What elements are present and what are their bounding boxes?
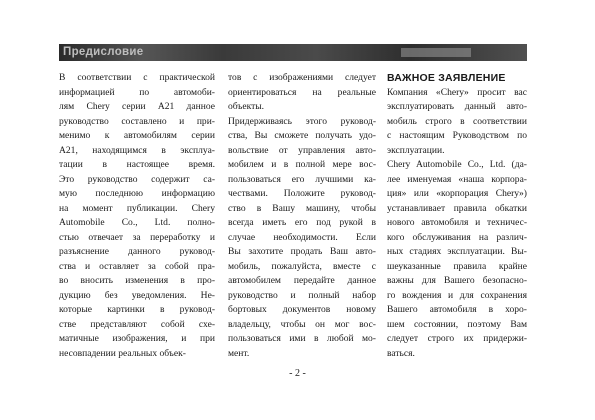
text-line: следует строго их придержи- — [387, 333, 527, 344]
notice-paragraph-2 — [387, 158, 527, 361]
text-line: мую последнюю информацию — [59, 188, 215, 199]
notice-paragraph-1 — [387, 86, 527, 159]
text-line: Придерживаясь этого руковод- — [228, 115, 376, 127]
text-line: го вождения и для сохранения — [387, 289, 527, 301]
text-line: ция» или «корпорация Chery») — [387, 188, 527, 199]
text-line: руководство составлено и при- — [59, 115, 215, 127]
text-line: мобиль строго в соответствии — [387, 115, 527, 127]
text-line: менимо к автомобилям серии — [59, 130, 215, 141]
text-line: стве представляют собой схе- — [59, 318, 215, 330]
text-column-1 — [59, 71, 215, 361]
continuation-paragraph — [228, 71, 376, 115]
text-line: руководство и полный набор — [228, 289, 376, 301]
text-line: автомобилем передайте данное — [228, 275, 376, 286]
important-notice-heading: ВАЖНОЕ ЗАЯВЛЕНИЕ — [387, 72, 506, 84]
text-line: тов с изображениями следует — [228, 72, 376, 83]
text-line: мобиль, пожалуйста, вместе с — [228, 260, 376, 272]
text-line: Это руководство содержит са- — [59, 173, 215, 185]
text-line: ваться. — [387, 347, 415, 359]
text-line: случае необходимости. Если — [228, 231, 376, 243]
text-line: на момент публикации. Chery — [59, 202, 215, 214]
text-line: ства, Вы сможете получать удо- — [228, 130, 376, 141]
header-decorative-mark — [401, 48, 471, 57]
text-line: шеуказанные правила крайне — [387, 260, 527, 272]
text-line: важны для Вашего безопасно- — [387, 275, 527, 286]
text-line: пользоваться его лучшими ка- — [228, 173, 376, 185]
text-line: бортовых документов новому — [228, 304, 376, 315]
intro-paragraph — [59, 71, 215, 361]
text-line: В соответствии с практической — [59, 72, 215, 83]
text-line: которые картинки в руковод- — [59, 304, 215, 315]
text-line: устанавливает правила обкатки — [387, 202, 527, 214]
text-line: информацией по автомоби- — [59, 86, 215, 98]
text-line: A21, находящимся в эксплуа- — [59, 144, 215, 156]
text-line: ных стадиях эксплуатации. Вы- — [387, 246, 527, 257]
section-title: Предисловие — [63, 46, 144, 58]
text-line: всегда иметь его под рукой в — [228, 217, 376, 228]
text-line: матичные изображения, и при — [59, 333, 215, 344]
text-line: Automobile Co., Ltd. полно- — [59, 217, 215, 228]
text-line: пользоваться ими в любой мо- — [228, 333, 376, 344]
text-line: вольствие от управления авто- — [228, 144, 376, 156]
page-number: - 2 - — [289, 368, 306, 379]
text-line: шем состоянии, поэтому Вам — [387, 318, 527, 330]
text-line: ство в Вашу машину, чтобы — [228, 202, 376, 214]
text-line: дукцию без уведомления. Не- — [59, 289, 215, 301]
text-column-2 — [228, 71, 376, 361]
text-column-3 — [387, 71, 527, 361]
text-line: эксплуатировать данный авто- — [387, 101, 527, 112]
text-line: владельцу, чтобы он мог вос- — [228, 318, 376, 330]
text-line: Вашего автомобиля в хоро- — [387, 304, 527, 315]
text-line: разъяснение данного руковод- — [59, 246, 215, 257]
text-line: лям Chery серии A21 данное — [59, 101, 215, 112]
text-line: несовпадении реальных объек- — [59, 347, 186, 359]
text-line: Компания «Chery» просит вас — [387, 86, 527, 98]
text-line: кого обслуживания на различ- — [387, 231, 527, 243]
text-line: тации в настоящее время. — [59, 159, 215, 170]
section-header-band — [59, 44, 527, 61]
text-line: лее именуемая «наша корпора- — [387, 173, 527, 185]
text-line: ства и оставляет за собой пра- — [59, 260, 215, 272]
text-line: Вы захотите продать Ваш авто- — [228, 246, 376, 257]
text-line: чествами. Положите руковод- — [228, 188, 376, 199]
text-line: объекты. — [228, 101, 265, 112]
text-line: мобилем и в полной мере вос- — [228, 159, 376, 170]
text-line: стью отвечает за переработку и — [59, 231, 215, 243]
text-line: эксплуатации. — [387, 144, 445, 156]
text-line: ориентироваться на реальные — [228, 86, 376, 98]
text-line: Chery Automobile Co., Ltd. (да- — [387, 159, 527, 170]
text-line: с настоящим Руководством по — [387, 130, 527, 141]
text-line: во вносить изменения в про- — [59, 275, 215, 286]
text-line: нового автомобиля и техничес- — [387, 217, 527, 228]
text-line: мент. — [228, 347, 250, 359]
usage-paragraph — [228, 115, 376, 362]
